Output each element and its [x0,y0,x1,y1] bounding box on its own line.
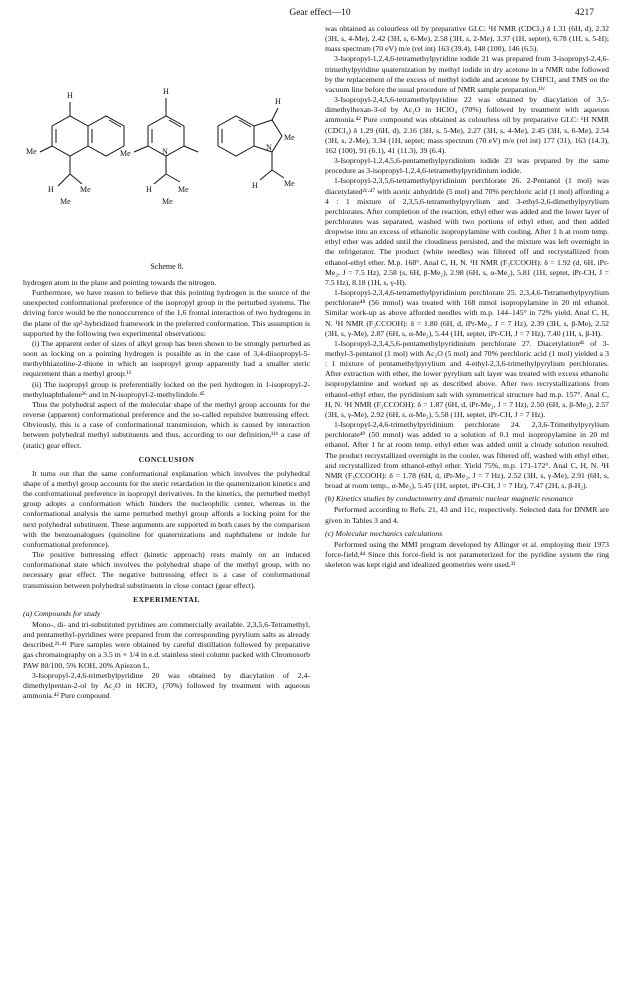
paragraph: 1-Isopropyl-2,4,6-trimethylpyridinium perchlorate 24. 2,3,6-Trimethylpyrylium perchlorate⁴⁹ (50 mmol) was added to a solution of 0.1 mol isopropylamine in 20 ml ethanol. After 1 hr at room temp. ethyl ether was added until a cloudy solution resulted. The product recrystallized overnight in the cooler, was filtered off, washed with ethyl ether, and recrystallized from ethanol-ethyl ether. Yield 75%, m.p. 171-172°. Anal C, H, N. ¹H NMR (F₃CCOOH): δ = 1.78 (6H, d, iPr-Me₂, J = 7 Hz), 2.52 (3H, s, γ-Me), 2.91 (6H, s, broad at room temp., α-Me₂), 5.45 (1H, septet, iPr-CH, J = 7 Hz), 7.47 (2H, s, β-H₂). [325,420,609,491]
running-header [40,8,600,22]
label-h: H [48,185,54,194]
right-column [325,24,609,570]
label-h: H [163,87,169,96]
paragraph: (i) The apparent order of sizes of alkyl group has been shown to be strongly perturbed as soon as locking on a pointing hydrogen is possible as in the case of 3,4-diisopropyl-5-methylthiazoline-2-thione in which an isopropyl group apparently had a smaller steric requirement than a methyl group.¹¹ [23,338,310,379]
label-h: H [67,91,73,100]
label-me: Me [162,197,173,206]
subsection-heading: (a) Compounds for study [23,608,101,618]
left-column [23,278,310,701]
paragraph: The positive buttressing effect (kinetic approach) rests mainly on an induced conformational state which involves the polyhedral shape of the methyl group, with no necessary gear effect. The negative buttressing effect is a case of conformational transmission between polyhedral substituents in close contact (gear effect). [23,550,310,590]
label-me: Me [284,179,295,188]
paragraph: was obtained as colourless oil by preparative GLC: ¹H NMR (CDCl₃) δ 1.31 (6H, d), 2.32 (3H, s, 4-Me), 2.42 (3H, s, 6-Me), 2.58 (3H, s, 2-Me), 3.37 (1H, septet), 6.78 (1H, s, 5-H); mass spectrum (70 eV) m/e (rel int) 163 (39.4), 148 (100), 146 (6.5). [325,24,609,54]
paragraph: Furthermore, we have reason to believe that this pointing hydrogen is the source of the unexpected conformational preference of the isopropyl group in the perturbed systems. The driving force would be the nonoccurrence of the 1,6 frontal interaction of two hydrogens in the plane of the sp²-hybridized framework in the preferred conformation. This assumption is supported by the following two experimental observations: [23,288,310,338]
label-n: N [162,147,168,156]
subsection-heading: (c) Molecular mechanics calculations [325,528,443,538]
conclusion-heading: CONCLUSION [138,454,195,464]
label-me: Me [284,133,295,142]
paragraph: 3-Isopropyl-2,4,6-trimethylpyridine 20 was obtained by diacylation of 2,4-dimethylpentan-2-ol by Ac₂O in HClO₄ (70%) followed by treatment with aqueous ammonia.⁴² Pure compound [23,670,310,701]
paragraph: It turns out that the same conformational explanation which involves the polyhedral shape of a methyl group accounts for the steric retardation in the quaternization kinetics and the conformational preference in isopropyl derivatives. In the kinetics, the perturbed methyl group adopts a conformation which hinders the nucleophilic center, whereas in the conformational analysis the same perturbed methyl group affords a locking point for the next polyhedral substituent. These arguments are supported in both cases by the comparison with the benzoanalogues (quinoline for quaternizations and naphthalene or indole for conformational preference). [23,468,310,549]
paragraph: Performed using the MMI program developed by Allinger et al. employing their 1973 force-field.⁴⁴ Since this force-field is not parameterized for the pyridine system the ring skeleton was kept rigid and idealized geometries were used.³³ [325,539,609,570]
paragraph: 1-Isopropyl-2,3,5,6-tetramethylpyridinium perchlorate 26. 2-Pentanol (1 mol) was diacetylated²¹·⁴⁷ with acetic anhydride (5 mol) and 70% perchloric acid (1 mol) affording a 4 : 1 mixture of 2,3,5,6-tetramethylpyrylium and 3-ethyl-2,6-dimethylpyrylium perchlorates. After completion of the reaction, ethyl ether was added and the lower layer of perchlorates was separated, washed with two portions of ethyl ether, and then added dropwise into an excess of ethanolic isopropylamine with cooling. After 1 h at room temp. ethyl ether was added until the cloudiness persisted, and the mixture was left overnight in the refrigerator. The product (white needles) was filtered off and recrystallized from ethanol-ethyl ether. M.p. 168°. Anal C, H, N. ¹H NMR (F₃CCOOH): δ = 1.92 (d, 6H, iPr-Me₂, J = 7.5 Hz), 2.58 (s, 6H, β-Me₂), 2.98 (6H, s, α-Me₂), 5.81 (1H, septet, iPr-CH, J = 7.5 Hz), 8.18 (1H, s, γ-H). [325,176,609,287]
label-me: Me [178,185,189,194]
paragraph: 3-Isopropyl-1,2,4,6-tetramethylpyridine iodide 21 was prepared from 3-isopropyl-2,4,6-trimethylpyridine quaternization by methyl iodide in dry acetone in a NMR tube followed by the replacement of the excess of methyl iodide and acetone by CHFCl₂ and TMS on the vacuum line before the usual procedure of NMR sample preparation.¹¹ᶜ [325,54,609,94]
paragraph: 1-Isopropyl-2,3,4,6-tetramethylpyridinium perchlorate 25. 2,3,4,6-Tetramethylpyrylium perchlorate⁴⁸ (56 mmol) was treated with 168 mmol isopropylamine in 20 ml ethanol. Similar work-up as above afforded needles with m.p. 144–145° in 72% yield. Anal C, H, N. ¹H NMR (F₃CCOOH): δ = 1.80 (6H, d, iPr-Me₂, J = 7 Hz), 2.39 (3H, s, β-Me), 2.52 (3H, s, γ-Me), 2.87 (6H, s, α-Me₂), 5.44 (1H, septet, iPr-CH, J = 7 Hz), 7.40 (1H, s, β-H). [325,288,609,338]
scheme-structures [22,74,312,260]
scheme-8 [22,74,312,271]
paragraph: 3-Isopropyl-1,2,4,5,6-pentamethylpyridinium iodide 23 was prepared by the same procedure as 3-isopropyl-1,2,4,6-tetramethylpyridinium iodide. [325,156,609,176]
running-title: Gear effect—10 [289,8,351,18]
paragraph: 1-Isopropyl-2,3,4,5,6-pentamethylpyridinium perchlorate 27. Diacetylation⁴¹ of 3-methyl-3-pentanol (1 mol) with Ac₂O (5 mol) and 70% perchloric acid (1 mol) yielded a 3 : 1 mixture of pentamethylpyrylium and 4-ethyl-2,3,6-trimethylpyrylium perchlorates. After extraction with ether, the lower pyrylium salt layer was treated with excess ethanolic isopropylamine and worked up as described above. After two recrystallizations from ethanol-ethyl ether, the pyridinium salt with symmetrical structure had m.p. 157°. Anal C, H, N. ¹H NMR (F₃CCOOH): δ = 1.87 (6H, d, iPr-Me₂, J = 7 Hz), 2.50 (6H, s, β-Me₂), 2.57 (3H, s, γ-Me), 2.92 (6H, s, α-Me₂), 5.58 (1H, septet, iPr-CH, J = 7 Hz). [325,338,609,419]
page-number: 4217 [575,8,594,18]
label-h: H [252,181,258,190]
experimental-heading: EXPERIMENTAL [133,594,200,604]
structure-2 [120,87,198,206]
subsection-heading: (b) Kinetics studies by conductometry and dynamic nuclear magnetic resonance [325,494,574,504]
label-me: Me [120,149,131,158]
paragraph: Mono-, di- and tri-substituted pyridines are commercially available. 2,3,5,6-Tetramethyl, and pentamethyl-pyridines were prepared from the corresponding pyrylium salts as already described.²¹·⁴¹ Pure samples were obtained by careful distillation followed by preparative gas chromatography on a 3.5 m × 1/4 in e.d. stainless steel column packed with Chromosorb PAW 80/100, 5% KOH, 20% Apiezon L. [23,620,310,670]
label-h: H [146,185,152,194]
scheme-caption: Scheme 8. [150,262,184,271]
label-me: Me [26,147,37,156]
paragraph: Performed according to Refs. 21, 43 and 11c, respectively. Selected data for DNMR are given in Tables 3 and 4. [325,505,609,525]
paragraph: hydrogen atom in the plane and pointing towards the nitrogen. [23,278,217,287]
label-n: N [266,143,272,152]
label-me: Me [60,197,71,206]
paragraph: 3-Isopropyl-2,4,5,6-tetramethylpyridine 22 was obtained by diacylation of 3,5-dimethylhexan-3-ol by Ac₂O in HClO₄ (70%) followed by treatment with aqueous ammonia.⁴² Pure compound was obtained as colourless oil by preparative GLC: ¹H NMR (CDCl₃) δ 1.29 (6H, d), 2.16 (3H, s, 5-Me), 2.27 (3H, s, 4-Me), 2.45 (3H, s, 6-Me), 2.54 (3H, s, 2-Me), 3.34 (1H, septet; mass spectrum (70 eV) m/e (rel int) 177 (31), 163 (14.3), 162 (100), 91 (6.1), 41 (11.3), 39 (6.4). [325,95,609,155]
label-me: Me [80,185,91,194]
structure-3 [218,97,295,190]
label-h: H [275,97,281,106]
paragraph: (ii) The isopropyl group is preferentially locked on the peri hydrogen in 1-isopropyl-2-methylnaphthalene³⁶ and in N-isopropyl-2-methylindole.⁴⁵ [23,379,310,399]
structure-1 [26,91,124,206]
paragraph: Thus the polyhedral aspect of the molecular shape of the methyl group accounts for the reverse (apparent) conformational preference and the so-called repulsive buttressing effect. Obviously, this is a case of conformational transmission, which is caused by interaction between polyhedral methyl substituents and thus, according to our definition,¹¹ᵇ a case of (static) gear effect. [23,399,310,450]
